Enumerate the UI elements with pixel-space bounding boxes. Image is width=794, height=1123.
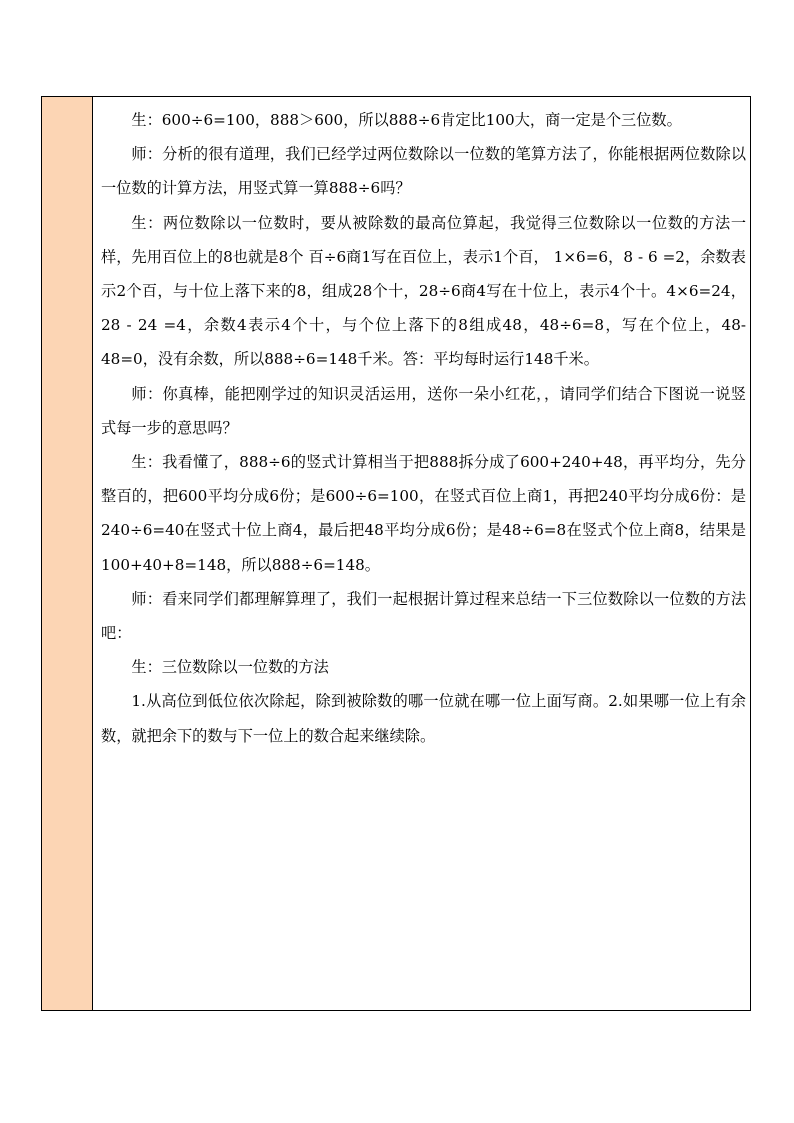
paragraph-teacher-1: 师：分析的很有道理，我们已经学过两位数除以一位数的笔算方法了，你能根据两位数除以一位数的计算方法，用竖式算一算888÷6吗？ [101, 145, 746, 198]
paragraph-student-3: 生：我看懂了，888÷6的竖式计算相当于把888拆分成了600+240+48，再平均分，先分整百的，把600平均分成6份；是600÷6=100，在竖式百位上商1，再把240平均分成6份：是240÷6=40在竖式十位上商4，最后把48平均分成6份；是48÷6=8在竖式个位上商8，结果是100+40+8=148，所以888÷6=148。 [101, 453, 746, 574]
lesson-table [41, 96, 751, 1011]
content-cell [93, 97, 750, 1010]
paragraph-student-4: 生：三位数除以一位数的方法 [131, 658, 329, 677]
paragraph-method-summary: 1.从高位到低位依次除起，除到被除数的哪一位就在哪一位上面写商。2.如果哪一位上有余数，就把余下的数与下一位上的数合起来继续除。 [101, 692, 746, 745]
paragraph-teacher-3: 师：看来同学们都理解算理了，我们一起根据计算过程来总结一下三位数除以一位数的方法吧： [101, 589, 746, 643]
paragraph-student-1: 生：600÷6=100，888＞600，所以888÷6肯定比100大，商一定是个三位数。 [131, 111, 682, 129]
left-label-cell [42, 97, 93, 1010]
paragraph-teacher-2: 师：你真棒，能把刚学过的知识灵活运用，送你一朵小红花，，请同学们结合下图说一说竖式每一步的意思吗？ [101, 384, 746, 437]
paragraph-student-2: 生：两位数除以一位数时，要从被除数的最高位算起，我觉得三位数除以一位数的方法一样，先用百位上的8也就是8个 百÷6商1写在百位上，表示1个百， 1×6=6，8 - 6 =2，余数表示2个百，与十位上落下来的8，组成28个十，28÷6商4写在十位上，表示4个十。4×6=24，28 - 24 =4，余数4表示4个十，与个位上落下的8组成48，48÷6=8，写在个位上，48-48=0，没有余数，所以888÷6=148千米。答：平均每时运行148千米。 [101, 213, 746, 369]
